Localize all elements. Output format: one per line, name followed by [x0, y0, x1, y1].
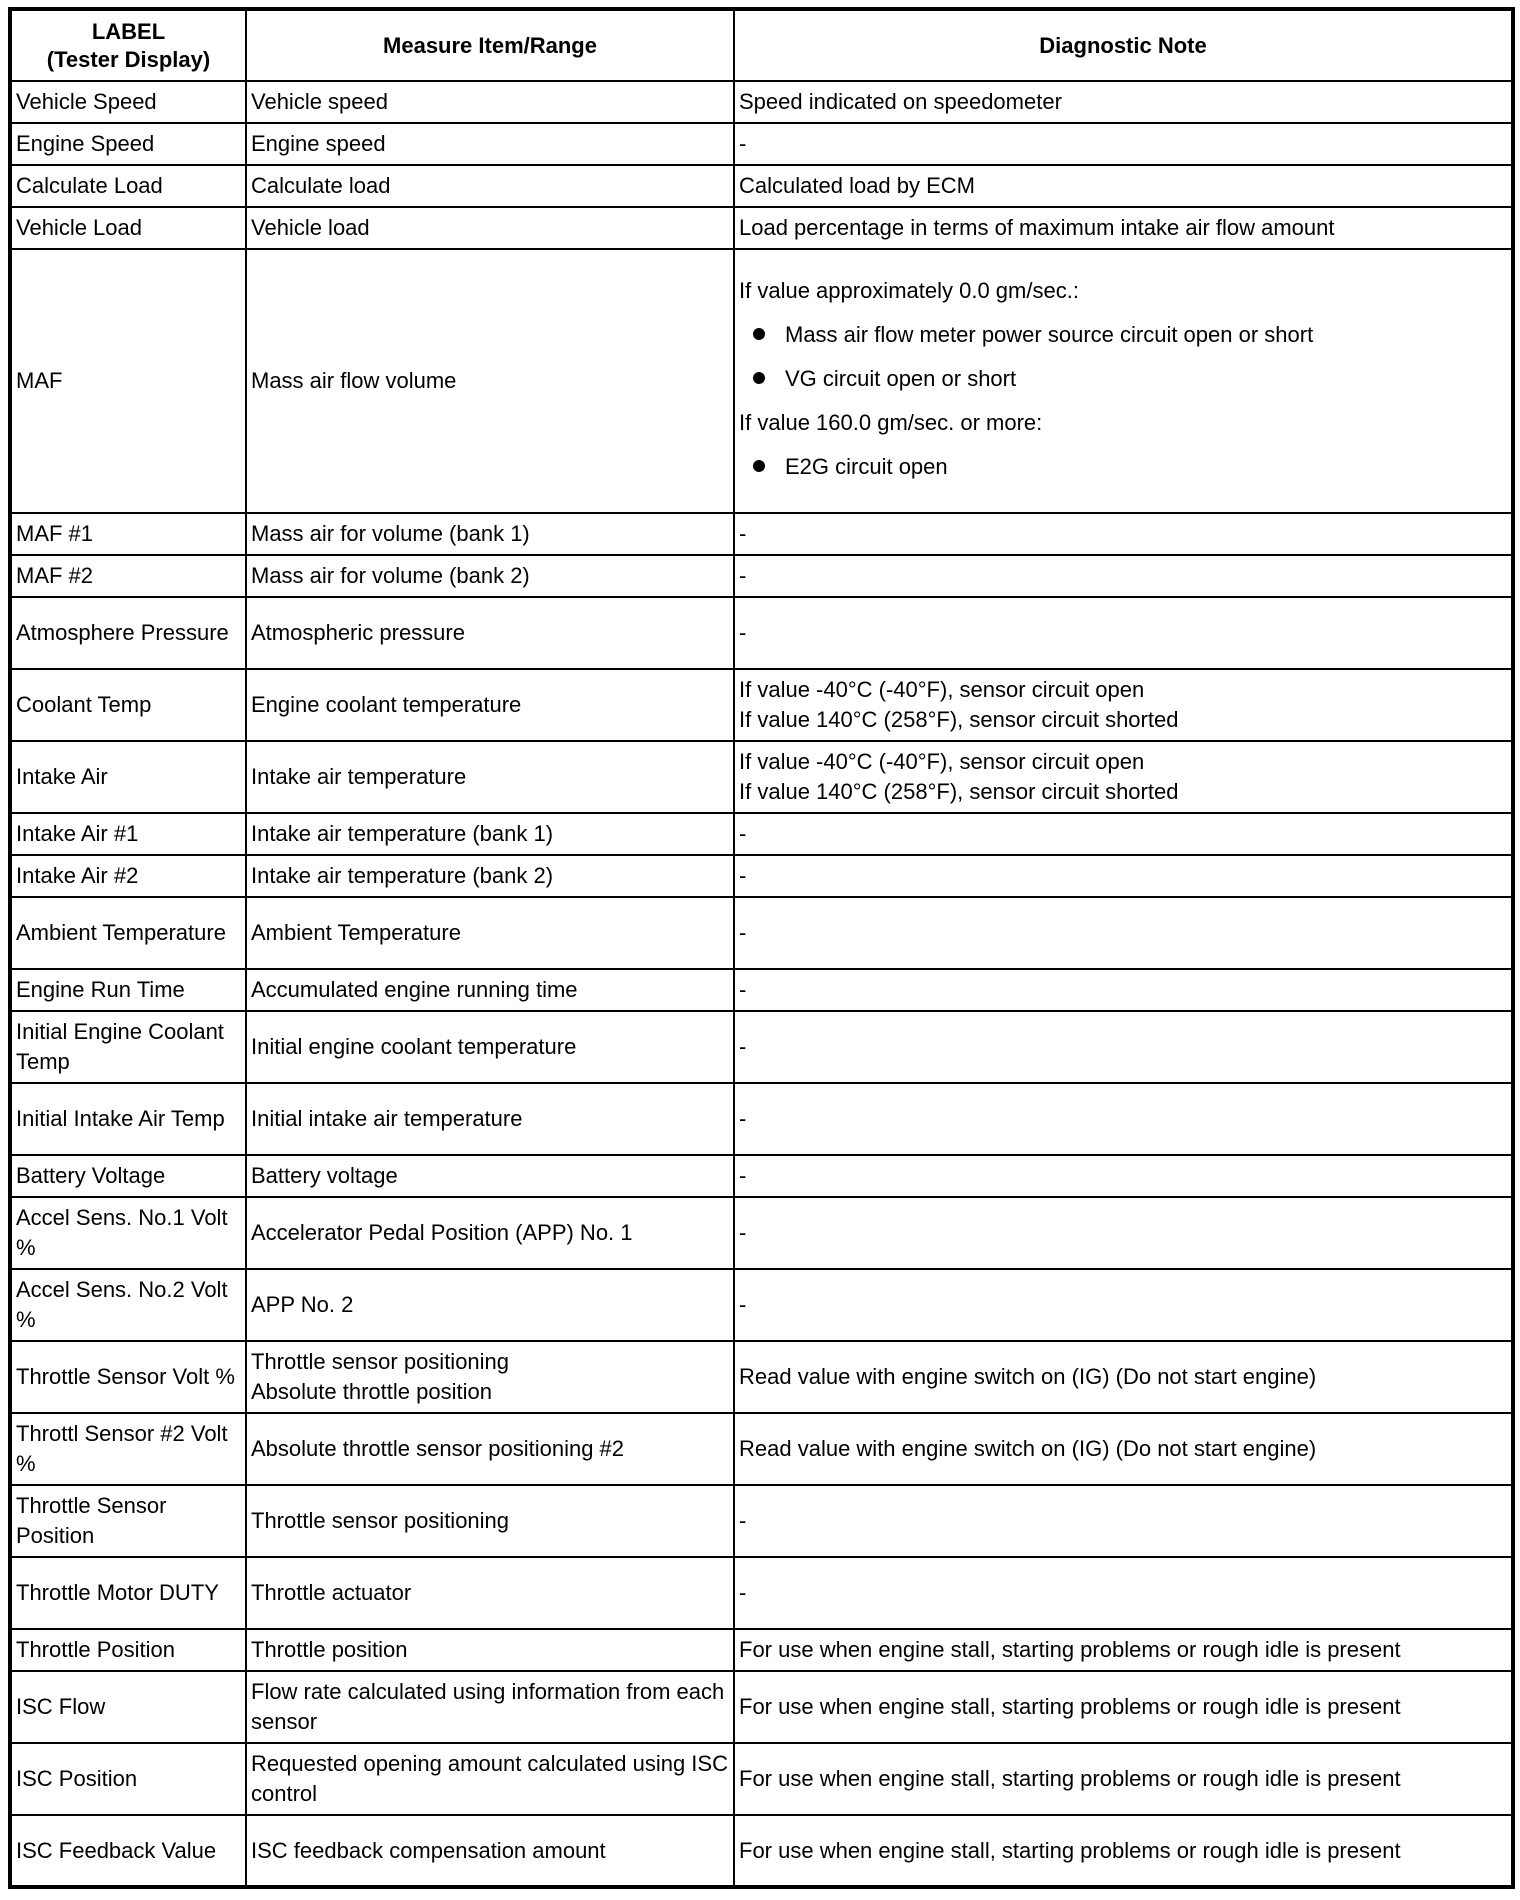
measure-cell: Intake air temperature — [246, 741, 734, 813]
label-cell: Ambient Temperature — [10, 897, 246, 969]
note-cell: - — [734, 1557, 1513, 1629]
measure-cell: Throttle sensor positioning — [246, 1485, 734, 1557]
table-row — [10, 123, 1513, 165]
note-line: If value 140°C (258°F), sensor circuit shorted — [739, 779, 1179, 804]
bullet-icon — [753, 328, 765, 340]
measure-cell — [246, 1341, 734, 1413]
label-cell: MAF — [10, 249, 246, 513]
note-cell — [734, 741, 1513, 813]
table-row — [10, 1197, 1513, 1269]
bullet-icon — [753, 460, 765, 472]
label-cell: Coolant Temp — [10, 669, 246, 741]
measure-cell: Battery voltage — [246, 1155, 734, 1197]
measure-cell: Ambient Temperature — [246, 897, 734, 969]
table-row — [10, 741, 1513, 813]
measure-cell: Accelerator Pedal Position (APP) No. 1 — [246, 1197, 734, 1269]
note-cell: - — [734, 513, 1513, 555]
measure-cell: Engine coolant temperature — [246, 669, 734, 741]
measure-cell: Intake air temperature (bank 1) — [246, 813, 734, 855]
table-row — [10, 897, 1513, 969]
measure-cell: Intake air temperature (bank 2) — [246, 855, 734, 897]
measure-cell: Vehicle load — [246, 207, 734, 249]
label-cell: Throttle Sensor Position — [10, 1485, 246, 1557]
note-cell: For use when engine stall, starting problems or rough idle is present — [734, 1743, 1513, 1815]
note-paragraph: If value approximately 0.0 gm/sec.: — [739, 278, 1079, 303]
measure-cell: Atmospheric pressure — [246, 597, 734, 669]
note-cell: - — [734, 1011, 1513, 1083]
note-cell: - — [734, 1197, 1513, 1269]
measure-line: Throttle sensor positioning — [251, 1349, 510, 1374]
table-row — [10, 1557, 1513, 1629]
table-row — [10, 597, 1513, 669]
header-row — [10, 9, 1513, 81]
note-line: If value -40°C (-40°F), sensor circuit open — [739, 749, 1145, 774]
table-row — [10, 513, 1513, 555]
label-cell: Throttle Sensor Volt % — [10, 1341, 246, 1413]
label-cell: Intake Air #1 — [10, 813, 246, 855]
diagnostic-data-table — [8, 7, 1515, 1889]
note-cell: - — [734, 897, 1513, 969]
table-row — [10, 1341, 1513, 1413]
note-bullet — [739, 452, 1507, 482]
note-cell: - — [734, 123, 1513, 165]
label-cell: Initial Intake Air Temp — [10, 1083, 246, 1155]
note-cell: Speed indicated on speedometer — [734, 81, 1513, 123]
measure-cell: ISC feedback compensation amount — [246, 1815, 734, 1887]
table-row — [10, 1485, 1513, 1557]
note-line: If value 140°C (258°F), sensor circuit shorted — [739, 707, 1179, 732]
header-label — [10, 9, 246, 81]
note-cell — [734, 669, 1513, 741]
measure-line: Absolute throttle position — [251, 1379, 492, 1404]
table-row — [10, 1155, 1513, 1197]
table-row — [10, 1629, 1513, 1671]
label-cell: Intake Air — [10, 741, 246, 813]
note-cell: Read value with engine switch on (IG) (Do not start engine) — [734, 1413, 1513, 1485]
note-cell: - — [734, 1155, 1513, 1197]
note-cell — [734, 249, 1513, 513]
measure-cell: Initial engine coolant temperature — [246, 1011, 734, 1083]
header-label-line2: (Tester Display) — [46, 46, 211, 72]
label-cell: Engine Speed — [10, 123, 246, 165]
note-cell: Load percentage in terms of maximum intake air flow amount — [734, 207, 1513, 249]
label-cell: Accel Sens. No.1 Volt % — [10, 1197, 246, 1269]
measure-cell: Throttle position — [246, 1629, 734, 1671]
label-cell: Vehicle Load — [10, 207, 246, 249]
label-cell: Calculate Load — [10, 165, 246, 207]
note-cell: - — [734, 969, 1513, 1011]
label-cell: Accel Sens. No.2 Volt % — [10, 1269, 246, 1341]
note-bullet-text: VG circuit open or short — [785, 366, 1017, 391]
measure-cell: Mass air flow volume — [246, 249, 734, 513]
note-cell: - — [734, 1083, 1513, 1155]
label-cell: MAF #2 — [10, 555, 246, 597]
header-note: Diagnostic Note — [734, 9, 1513, 81]
measure-cell: Vehicle speed — [246, 81, 734, 123]
label-cell: Throttl Sensor #2 Volt % — [10, 1413, 246, 1485]
label-cell: Vehicle Speed — [10, 81, 246, 123]
table-row — [10, 1743, 1513, 1815]
bullet-icon — [753, 372, 765, 384]
measure-cell: Accumulated engine running time — [246, 969, 734, 1011]
measure-cell: APP No. 2 — [246, 1269, 734, 1341]
note-line: If value -40°C (-40°F), sensor circuit open — [739, 677, 1145, 702]
label-cell: Intake Air #2 — [10, 855, 246, 897]
note-cell: - — [734, 813, 1513, 855]
note-cell: - — [734, 597, 1513, 669]
label-cell: MAF #1 — [10, 513, 246, 555]
label-cell: ISC Feedback Value — [10, 1815, 246, 1887]
label-cell: Throttle Position — [10, 1629, 246, 1671]
label-cell: Engine Run Time — [10, 969, 246, 1011]
measure-cell: Throttle actuator — [246, 1557, 734, 1629]
measure-cell: Calculate load — [246, 165, 734, 207]
label-cell: Atmosphere Pressure — [10, 597, 246, 669]
note-bullet — [739, 320, 1507, 350]
table-row — [10, 1083, 1513, 1155]
measure-cell: Absolute throttle sensor positioning #2 — [246, 1413, 734, 1485]
header-measure: Measure Item/Range — [246, 9, 734, 81]
table-row — [10, 1269, 1513, 1341]
table-row — [10, 969, 1513, 1011]
table-row — [10, 1011, 1513, 1083]
note-cell: - — [734, 1485, 1513, 1557]
note-cell: For use when engine stall, starting problems or rough idle is present — [734, 1815, 1513, 1887]
note-bullet-text: E2G circuit open — [785, 454, 948, 479]
table-row — [10, 249, 1513, 513]
measure-cell: Requested opening amount calculated using ISC control — [246, 1743, 734, 1815]
table-row — [10, 669, 1513, 741]
note-cell: - — [734, 555, 1513, 597]
table-row — [10, 1671, 1513, 1743]
measure-cell: Initial intake air temperature — [246, 1083, 734, 1155]
measure-cell: Mass air for volume (bank 1) — [246, 513, 734, 555]
note-cell: - — [734, 1269, 1513, 1341]
table-row — [10, 813, 1513, 855]
table-row — [10, 165, 1513, 207]
header-label-line1: LABEL — [91, 18, 166, 44]
note-bullet — [739, 364, 1507, 394]
table-row — [10, 1413, 1513, 1485]
note-cell: Calculated load by ECM — [734, 165, 1513, 207]
note-bullet-text: Mass air flow meter power source circuit open or short — [785, 322, 1314, 347]
note-cell: For use when engine stall, starting problems or rough idle is present — [734, 1629, 1513, 1671]
table-row — [10, 207, 1513, 249]
note-cell: - — [734, 855, 1513, 897]
label-cell: ISC Position — [10, 1743, 246, 1815]
label-cell: Initial Engine Coolant Temp — [10, 1011, 246, 1083]
note-paragraph: If value 160.0 gm/sec. or more: — [739, 410, 1043, 435]
label-cell: Throttle Motor DUTY — [10, 1557, 246, 1629]
label-cell: Battery Voltage — [10, 1155, 246, 1197]
table-row — [10, 855, 1513, 897]
note-cell: For use when engine stall, starting problems or rough idle is present — [734, 1671, 1513, 1743]
measure-cell: Engine speed — [246, 123, 734, 165]
table-row — [10, 1815, 1513, 1887]
measure-cell: Flow rate calculated using information from each sensor — [246, 1671, 734, 1743]
note-cell: Read value with engine switch on (IG) (Do not start engine) — [734, 1341, 1513, 1413]
label-cell: ISC Flow — [10, 1671, 246, 1743]
table-row — [10, 555, 1513, 597]
measure-cell: Mass air for volume (bank 2) — [246, 555, 734, 597]
table-row — [10, 81, 1513, 123]
